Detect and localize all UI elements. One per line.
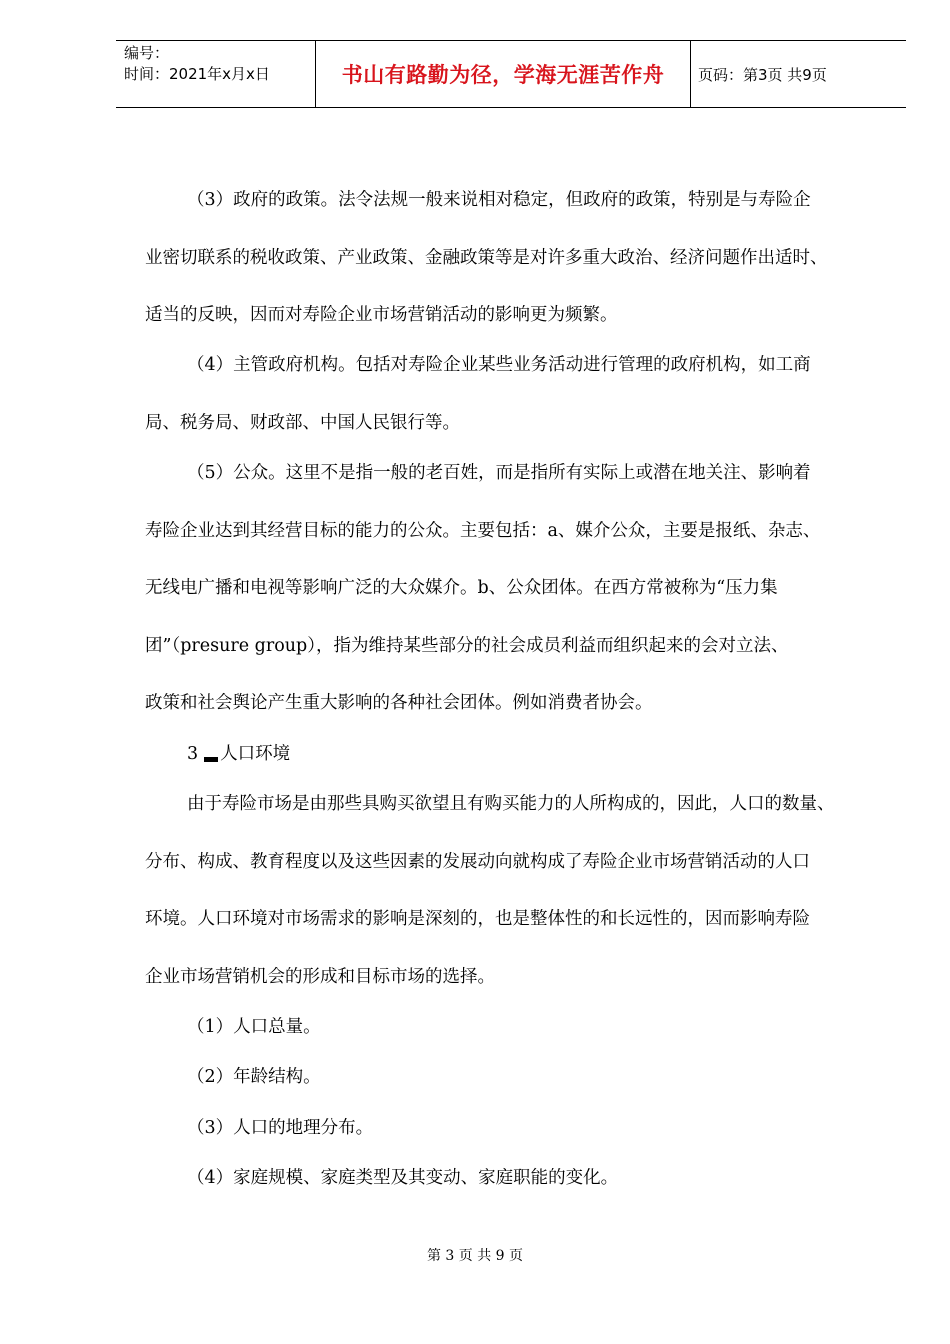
paragraph-line: （5）公众。这里不是指一般的老百姓，而是指所有实际上或潜在地关注、影响着 bbox=[187, 463, 811, 483]
header-meta bbox=[124, 43, 314, 107]
paragraph-line: 企业市场营销机会的形成和目标市场的选择。 bbox=[145, 967, 495, 987]
list-item: （4）家庭规模、家庭类型及其变动、家庭职能的变化。 bbox=[187, 1168, 619, 1188]
paragraph-line: 由于寿险市场是由那些具购买欲望且有购买能力的人所构成的，因此，人口的数量、 bbox=[187, 794, 835, 814]
header-time-label: 时间：2021年x月x日 bbox=[124, 65, 270, 83]
section-title: 人口环境 bbox=[220, 744, 291, 764]
paragraph-line: 无线电广播和电视等影响广泛的大众媒介。b、公众团体。在西方常被称为“压力集 bbox=[145, 578, 778, 598]
paragraph-line: 局、税务局、财政部、中国人民银行等。 bbox=[145, 413, 460, 433]
paragraph-line: 寿险企业达到其经营目标的能力的公众。主要包括：a、媒介公众，主要是报纸、杂志、 bbox=[145, 521, 821, 541]
paragraph-line: 适当的反映，因而对寿险企业市场营销活动的影响更为频繁。 bbox=[145, 305, 618, 325]
list-item: （3）人口的地理分布。 bbox=[187, 1118, 374, 1138]
paragraph-line: （3）政府的政策。法令法规一般来说相对稳定，但政府的政策，特别是与寿险企 bbox=[187, 190, 811, 210]
paragraph-line: 政策和社会舆论产生重大影响的各种社会团体。例如消费者协会。 bbox=[145, 693, 653, 713]
header-motto: 书山有路勤为径，学海无涯苦作舟 bbox=[341, 63, 665, 87]
section-number: 3 bbox=[187, 744, 199, 764]
list-item: （2）年龄结构。 bbox=[187, 1067, 321, 1087]
header-page-code: 页码：第3页 共9页 bbox=[698, 65, 827, 84]
page-header bbox=[116, 40, 906, 108]
page-footer: 第 3 页 共 9 页 bbox=[426, 1248, 524, 1264]
header-divider bbox=[690, 41, 691, 107]
header-number-label: 编号： bbox=[124, 44, 170, 62]
heading-marker bbox=[204, 757, 218, 762]
paragraph-line: （4）主管政府机构。包括对寿险企业某些业务活动进行管理的政府机构，如工商 bbox=[187, 355, 811, 375]
section-heading bbox=[187, 742, 290, 766]
paragraph-line: 分布、构成、教育程度以及这些因素的发展动向就构成了寿险企业市场营销活动的人口 bbox=[145, 852, 810, 872]
paragraph-line: 环境。人口环境对市场需求的影响是深刻的，也是整体性的和长远性的，因而影响寿险 bbox=[145, 909, 810, 929]
paragraph-line: 团”（presure group），指为维持某些部分的社会成员利益而组织起来的会对立法、 bbox=[145, 636, 789, 656]
paragraph-line: 业密切联系的税收政策、产业政策、金融政策等是对许多重大政治、经济问题作出适时、 bbox=[145, 248, 828, 268]
list-item: （1）人口总量。 bbox=[187, 1017, 321, 1037]
